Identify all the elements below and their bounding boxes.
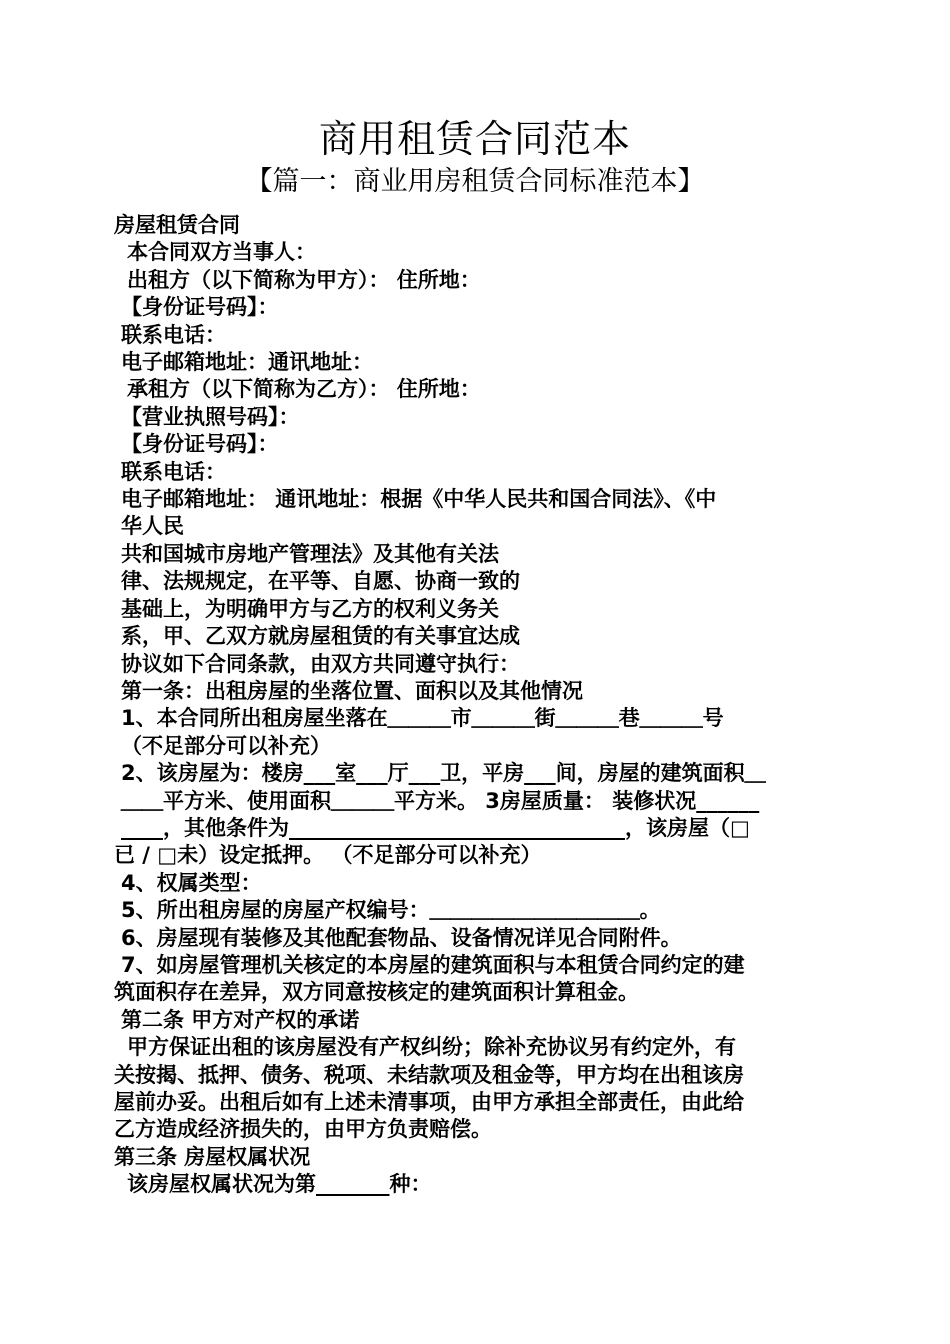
section-heading: 房屋租赁合同 [114,213,240,237]
text-line: 华人民 [121,514,184,539]
text-line: ____，其他条件为________________________________，该房屋（□ [121,815,750,840]
text-line: 该房屋权属状况为第_______种： [127,1172,432,1197]
text-line: 联系电话： [121,459,226,484]
section-heading: 第二条 甲方对产权的承诺 [121,1007,360,1032]
text-line: 本合同双方当事人： [127,240,316,265]
section-heading: 第三条 房屋权属状况 [114,1144,311,1169]
text-line: 基础上，为明确甲方与乙方的权利义务关 [121,596,499,621]
document-subtitle: 【篇一：商业用房租赁合同标准范本】 [245,166,705,197]
text-line: 乙方造成经济损失的，由甲方负责赔偿。 [114,1117,492,1142]
text-line: 1、本合同所出租房屋坐落在＿＿＿市＿＿＿街＿＿＿巷＿＿＿号 [121,706,724,731]
text-line: 电子邮箱地址：通讯地址： [121,350,373,375]
text-line: 律、法规规定，在平等、自愿、协商一致的 [121,569,520,594]
text-line: 协议如下合同条款，由双方共同遵守执行： [121,651,520,676]
document-title: 商用租赁合同范本 [318,117,631,161]
text-line: 已 / □未）设定抵押。 （不足部分可以补充） [114,843,542,868]
text-line: 2、该房屋为：楼房___室___厅___卫，平房___间，房屋的建筑面积＿ [121,761,766,786]
text-line: 出租方（以下简称为甲方）： 住所地： [127,267,481,292]
text-line: （不足部分可以补充） [121,733,331,758]
text-line: ＿＿平方米、使用面积＿＿＿平方米。 3房屋质量： 装修状况______ [121,788,760,813]
text-line: 甲方保证出租的该房屋没有产权纠纷；除补充协议另有约定外，有 [127,1035,736,1060]
text-line: 承租方（以下简称为乙方）： 住所地： [127,377,481,402]
text-line: 关按揭、抵押、债务、税项、未结款项及租金等，甲方均在出租该房 [114,1062,744,1087]
text-line: 6、房屋现有装修及其他配套物品、设备情况详见合同附件。 [121,925,682,950]
text-line: 联系电话： [121,322,226,347]
text-line: 7、如房屋管理机关核定的本房屋的建筑面积与本租赁合同约定的建 [121,952,745,977]
text-line: 【营业执照号码】： [121,404,300,429]
text-line: 筑面积存在差异，双方同意按核定的建筑面积计算租金。 [114,980,639,1005]
text-line: 【身份证号码】： [121,295,279,320]
text-line: 4、权属类型： [121,870,262,895]
text-line: 5、所出租房屋的房屋产权编号：＿＿＿＿＿＿＿＿＿＿。 [121,898,661,923]
text-line: 【身份证号码】： [121,432,279,457]
section-heading: 第一条：出租房屋的坐落位置、面积以及其他情况 [121,678,583,703]
text-line: 电子邮箱地址： 通讯地址：根据《中华人民共和国合同法》、《中 [121,487,717,512]
text-line: 系，甲、乙双方就房屋租赁的有关事宜达成 [121,624,520,649]
text-line: 共和国城市房地产管理法》及其他有关法 [121,541,499,566]
document-body [114,212,840,1199]
text-line: 屋前办妥。出租后如有上述未清事项，由甲方承担全部责任，由此给 [114,1090,744,1114]
